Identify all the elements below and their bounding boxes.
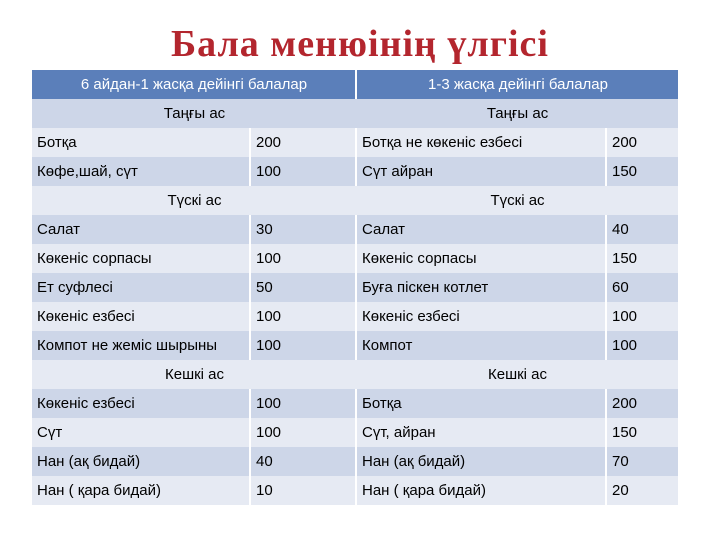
left-qty-cell: 100	[250, 157, 356, 186]
left-item-cell: Компот не жеміс шырыны	[32, 331, 250, 360]
right-item-cell: Салат	[356, 215, 606, 244]
left-item-cell: Көкеніс езбесі	[32, 302, 250, 331]
table-row	[32, 331, 678, 360]
table-header-row	[32, 70, 678, 99]
right-qty-cell: 200	[606, 389, 678, 418]
left-item-cell: Көфе,шай, сүт	[32, 157, 250, 186]
left-item-cell: Көкеніс езбесі	[32, 389, 250, 418]
right-qty-cell: 150	[606, 418, 678, 447]
left-item-cell: Көкеніс сорпасы	[32, 244, 250, 273]
right-item-cell: Сүт, айран	[356, 418, 606, 447]
section-row	[32, 99, 678, 128]
section-title-right: Түскі ас	[356, 186, 678, 215]
right-item-cell: Нан ( қара бидай)	[356, 476, 606, 505]
table-row	[32, 215, 678, 244]
left-item-cell: Салат	[32, 215, 250, 244]
table-row	[32, 128, 678, 157]
left-qty-cell: 100	[250, 331, 356, 360]
right-item-cell: Ботқа не көкеніс езбесі	[356, 128, 606, 157]
table-row	[32, 447, 678, 476]
page-title: Бала менюінің үлгісі	[171, 23, 549, 65]
right-qty-cell: 40	[606, 215, 678, 244]
section-title-right: Таңғы ас	[356, 99, 678, 128]
right-qty-cell: 60	[606, 273, 678, 302]
right-qty-cell: 70	[606, 447, 678, 476]
right-item-cell: Көкеніс сорпасы	[356, 244, 606, 273]
header-infants: 6 айдан-1 жасқа дейінгі балалар	[32, 70, 356, 99]
right-qty-cell: 20	[606, 476, 678, 505]
section-title-left: Кешкі ас	[32, 360, 356, 389]
section-row	[32, 360, 678, 389]
table-row	[32, 476, 678, 505]
left-item-cell: Сүт	[32, 418, 250, 447]
section-title-right: Кешкі ас	[356, 360, 678, 389]
right-item-cell: Ботқа	[356, 389, 606, 418]
left-qty-cell: 100	[250, 302, 356, 331]
right-qty-cell: 100	[606, 302, 678, 331]
right-item-cell: Компот	[356, 331, 606, 360]
section-title-left: Таңғы ас	[32, 99, 356, 128]
section-title-left: Түскі ас	[32, 186, 356, 215]
right-qty-cell: 150	[606, 157, 678, 186]
left-qty-cell: 100	[250, 244, 356, 273]
table-row	[32, 418, 678, 447]
table-row	[32, 157, 678, 186]
left-qty-cell: 100	[250, 418, 356, 447]
section-row	[32, 186, 678, 215]
header-toddlers: 1-3 жасқа дейінгі балалар	[356, 70, 678, 99]
right-item-cell: Нан (ақ бидай)	[356, 447, 606, 476]
left-item-cell: Нан ( қара бидай)	[32, 476, 250, 505]
left-qty-cell: 100	[250, 389, 356, 418]
table-row	[32, 273, 678, 302]
left-item-cell: Ет суфлесі	[32, 273, 250, 302]
menu-table	[32, 70, 678, 505]
left-qty-cell: 10	[250, 476, 356, 505]
table-row	[32, 389, 678, 418]
table-row	[32, 302, 678, 331]
left-qty-cell: 40	[250, 447, 356, 476]
right-qty-cell: 200	[606, 128, 678, 157]
left-qty-cell: 200	[250, 128, 356, 157]
left-item-cell: Нан (ақ бидай)	[32, 447, 250, 476]
right-qty-cell: 150	[606, 244, 678, 273]
right-item-cell: Буға піскен котлет	[356, 273, 606, 302]
right-qty-cell: 100	[606, 331, 678, 360]
right-item-cell: Сүт айран	[356, 157, 606, 186]
left-qty-cell: 50	[250, 273, 356, 302]
left-qty-cell: 30	[250, 215, 356, 244]
left-item-cell: Ботқа	[32, 128, 250, 157]
table-row	[32, 244, 678, 273]
right-item-cell: Көкеніс езбесі	[356, 302, 606, 331]
